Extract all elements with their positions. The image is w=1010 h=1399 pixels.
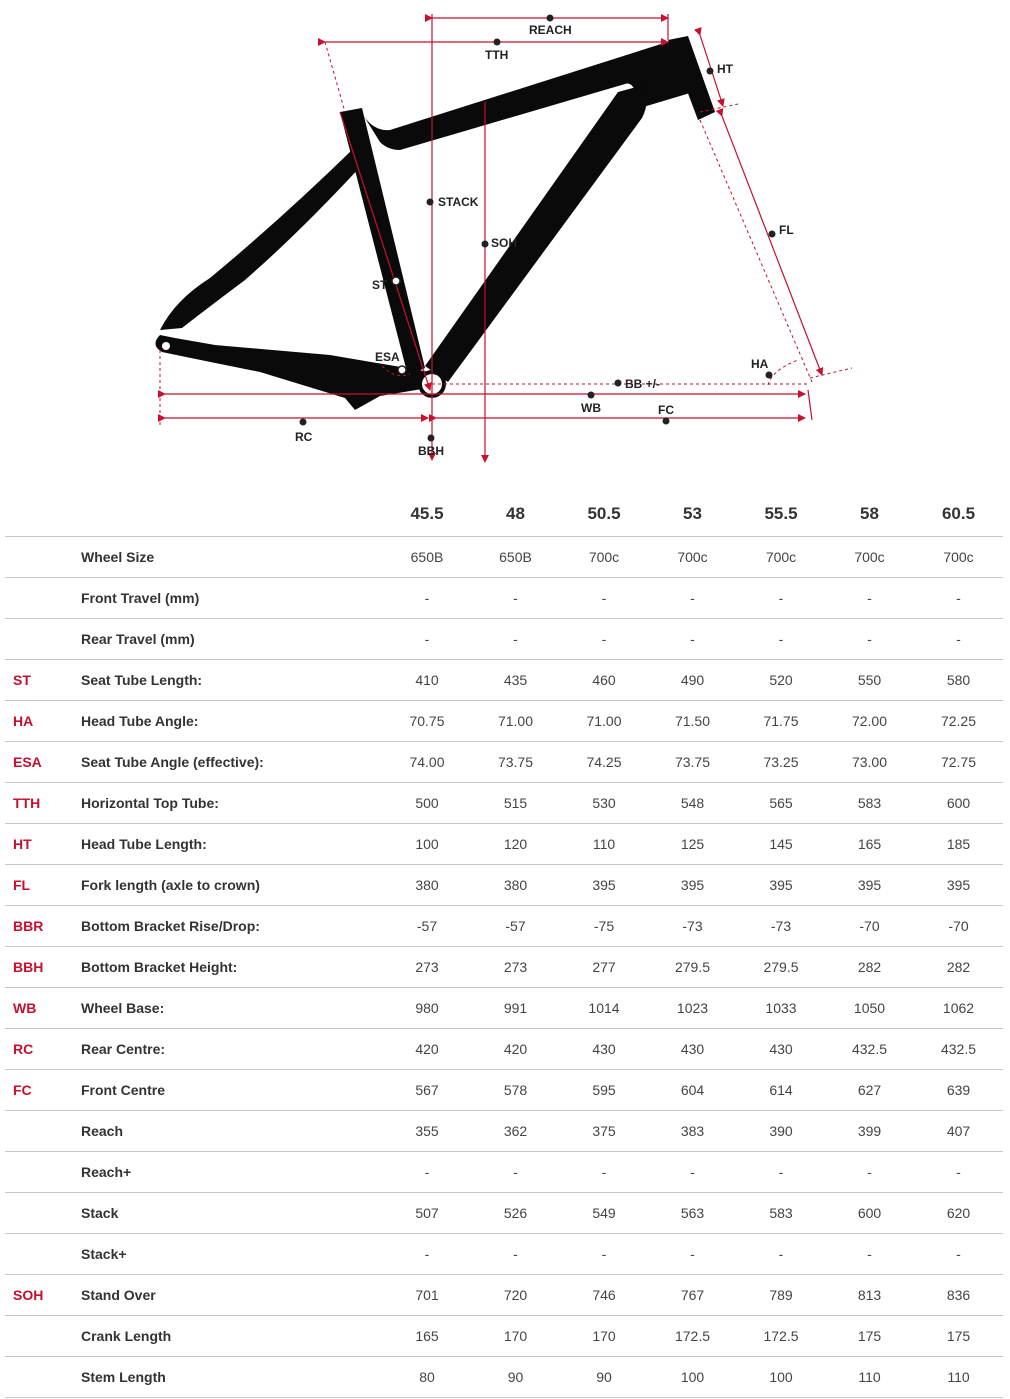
table-row [5,1029,1003,1070]
row-value: 789 [737,1275,825,1316]
row-value: 110 [825,1357,914,1398]
row-label: Wheel Size [81,537,383,578]
row-value: 279.5 [648,947,737,988]
label-ha: HA [751,357,769,371]
row-value: 120 [471,824,560,865]
row-value: 600 [914,783,1003,824]
row-value: 650B [383,537,471,578]
row-abbreviation: HA [5,701,81,742]
row-value: 1062 [914,988,1003,1029]
row-value: 565 [737,783,825,824]
table-row [5,865,1003,906]
row-value: 172.5 [648,1316,737,1357]
header-abbr [5,492,81,537]
row-abbreviation: FL [5,865,81,906]
row-abbreviation [5,1193,81,1234]
row-value: 627 [825,1070,914,1111]
row-value: 432.5 [825,1029,914,1070]
label-soh: SOH [491,236,518,250]
header-name [81,492,383,537]
row-value: -75 [560,906,648,947]
row-value: 90 [471,1357,560,1398]
row-abbreviation: BBH [5,947,81,988]
row-value: 100 [383,824,471,865]
header-row [5,492,1003,537]
label-fc: FC [658,403,674,417]
row-value: 410 [383,660,471,701]
row-value: - [737,578,825,619]
size-header: 60.5 [914,492,1003,537]
table-row [5,1111,1003,1152]
row-value: 145 [737,824,825,865]
row-value: 1014 [560,988,648,1029]
row-value: 273 [383,947,471,988]
row-value: 170 [560,1316,648,1357]
row-abbreviation [5,1234,81,1275]
row-value: - [825,1234,914,1275]
table-row [5,660,1003,701]
row-value: 500 [383,783,471,824]
row-value: - [560,619,648,660]
row-value: 604 [648,1070,737,1111]
table-row [5,906,1003,947]
row-value: -70 [825,906,914,947]
row-value: 1023 [648,988,737,1029]
row-value: - [825,1152,914,1193]
row-value: 282 [914,947,1003,988]
row-value: 399 [825,1111,914,1152]
row-value: 700c [737,537,825,578]
row-value: -70 [914,906,1003,947]
label-stack: STACK [438,195,479,209]
row-abbreviation: WB [5,988,81,1029]
row-label: Crank Length [81,1316,383,1357]
row-value: -57 [471,906,560,947]
row-value: 277 [560,947,648,988]
row-label: Front Centre [81,1070,383,1111]
row-value: 583 [825,783,914,824]
size-header: 48 [471,492,560,537]
row-abbreviation [5,1111,81,1152]
row-value: 395 [560,865,648,906]
row-value: - [825,578,914,619]
geometry-table [5,492,1003,1398]
row-value: -73 [737,906,825,947]
row-value: 273 [471,947,560,988]
row-abbreviation [5,1152,81,1193]
row-value: -73 [648,906,737,947]
row-value: 530 [560,783,648,824]
row-value: 991 [471,988,560,1029]
row-abbreviation: TTH [5,783,81,824]
label-bb: BB +/- [625,377,661,391]
row-value: 420 [383,1029,471,1070]
row-label: Rear Centre: [81,1029,383,1070]
label-tth: TTH [485,48,509,62]
row-label: Stack+ [81,1234,383,1275]
row-abbreviation: SOH [5,1275,81,1316]
label-ht: HT [717,62,733,76]
table-row [5,1357,1003,1398]
row-value: 430 [648,1029,737,1070]
row-value: 73.75 [471,742,560,783]
row-value: - [471,1152,560,1193]
row-value: - [914,619,1003,660]
row-value: 980 [383,988,471,1029]
row-value: 74.00 [383,742,471,783]
table-row [5,537,1003,578]
label-fl: FL [779,223,794,237]
row-value: 165 [825,824,914,865]
row-value: 395 [825,865,914,906]
label-wb: WB [581,401,601,415]
row-value: 420 [471,1029,560,1070]
row-value: 746 [560,1275,648,1316]
row-value: - [648,619,737,660]
row-value: 172.5 [737,1316,825,1357]
row-value: 430 [737,1029,825,1070]
table-row [5,1234,1003,1275]
row-value: 165 [383,1316,471,1357]
table-row [5,1152,1003,1193]
row-value: 73.00 [825,742,914,783]
dropout-hole [162,342,170,350]
row-value: - [383,578,471,619]
row-value: 813 [825,1275,914,1316]
row-abbreviation: HT [5,824,81,865]
row-value: - [648,1234,737,1275]
size-header: 50.5 [560,492,648,537]
table-row [5,578,1003,619]
row-value: 563 [648,1193,737,1234]
row-abbreviation: BBR [5,906,81,947]
row-value: - [383,1152,471,1193]
row-value: - [383,1234,471,1275]
row-value: 185 [914,824,1003,865]
row-value: - [737,619,825,660]
row-value: - [648,578,737,619]
row-value: - [560,578,648,619]
row-value: - [471,619,560,660]
row-value: 432.5 [914,1029,1003,1070]
row-value: 110 [914,1357,1003,1398]
row-value: - [471,1234,560,1275]
row-value: 73.75 [648,742,737,783]
size-header: 55.5 [737,492,825,537]
row-label: Stack [81,1193,383,1234]
row-value: 700c [914,537,1003,578]
table-row [5,1193,1003,1234]
row-value: 72.75 [914,742,1003,783]
row-label: Reach [81,1111,383,1152]
row-value: 1033 [737,988,825,1029]
row-value: 650B [471,537,560,578]
row-value: 90 [560,1357,648,1398]
row-value: 279.5 [737,947,825,988]
row-value: - [737,1234,825,1275]
frame-geometry-diagram [0,0,1010,480]
row-abbreviation [5,619,81,660]
row-value: 71.00 [560,701,648,742]
row-value: - [914,578,1003,619]
row-value: 507 [383,1193,471,1234]
row-value: - [383,619,471,660]
row-value: 71.00 [471,701,560,742]
row-value: 549 [560,1193,648,1234]
row-label: Stem Length [81,1357,383,1398]
row-value: 435 [471,660,560,701]
table-row [5,947,1003,988]
seatstay [160,150,362,330]
row-value: - [560,1152,648,1193]
row-value: 71.50 [648,701,737,742]
row-value: 70.75 [383,701,471,742]
row-value: 836 [914,1275,1003,1316]
table-header [5,492,1003,537]
row-label: Rear Travel (mm) [81,619,383,660]
row-value: 430 [560,1029,648,1070]
row-abbreviation [5,1316,81,1357]
row-abbreviation [5,1357,81,1398]
bike-frame [155,36,715,410]
table-row [5,824,1003,865]
row-label: Bottom Bracket Rise/Drop: [81,906,383,947]
row-value: 701 [383,1275,471,1316]
size-header: 58 [825,492,914,537]
label-esa: ESA [375,350,400,364]
row-value: 390 [737,1111,825,1152]
size-header: 45.5 [383,492,471,537]
row-value: 620 [914,1193,1003,1234]
row-value: 614 [737,1070,825,1111]
row-value: 583 [737,1193,825,1234]
row-value: 375 [560,1111,648,1152]
row-value: 175 [914,1316,1003,1357]
row-abbreviation [5,537,81,578]
row-value: 600 [825,1193,914,1234]
row-label: Seat Tube Angle (effective): [81,742,383,783]
row-value: 71.75 [737,701,825,742]
row-label: Stand Over [81,1275,383,1316]
row-value: 526 [471,1193,560,1234]
row-value: 72.00 [825,701,914,742]
row-value: 73.25 [737,742,825,783]
row-value: - [914,1234,1003,1275]
table-row [5,619,1003,660]
row-value: 700c [560,537,648,578]
row-value: 395 [648,865,737,906]
row-abbreviation: FC [5,1070,81,1111]
table-body [5,537,1003,1398]
row-abbreviation [5,578,81,619]
row-value: 74.25 [560,742,648,783]
row-label: Bottom Bracket Height: [81,947,383,988]
row-value: 720 [471,1275,560,1316]
row-value: 383 [648,1111,737,1152]
row-label: Horizontal Top Tube: [81,783,383,824]
row-value: 282 [825,947,914,988]
table-row [5,1275,1003,1316]
row-label: Wheel Base: [81,988,383,1029]
row-label: Front Travel (mm) [81,578,383,619]
row-abbreviation: ESA [5,742,81,783]
row-label: Head Tube Length: [81,824,383,865]
row-value: 550 [825,660,914,701]
row-value: 460 [560,660,648,701]
table-row [5,1070,1003,1111]
row-value: 395 [737,865,825,906]
row-value: 362 [471,1111,560,1152]
row-label: Reach+ [81,1152,383,1193]
row-value: 515 [471,783,560,824]
row-value: 490 [648,660,737,701]
row-value: 767 [648,1275,737,1316]
row-value: 125 [648,824,737,865]
row-value: 548 [648,783,737,824]
row-value: -57 [383,906,471,947]
label-rc: RC [295,430,313,444]
row-value: 72.25 [914,701,1003,742]
row-value: 110 [560,824,648,865]
table-row [5,701,1003,742]
label-bbh: BBH [418,444,444,458]
row-value: 639 [914,1070,1003,1111]
row-value: - [471,578,560,619]
row-value: - [648,1152,737,1193]
row-value: 100 [648,1357,737,1398]
table-row [5,783,1003,824]
row-abbreviation: ST [5,660,81,701]
size-header: 53 [648,492,737,537]
row-value: 80 [383,1357,471,1398]
row-value: 175 [825,1316,914,1357]
row-label: Head Tube Angle: [81,701,383,742]
table-row [5,742,1003,783]
row-value: 567 [383,1070,471,1111]
row-value: 380 [383,865,471,906]
row-value: 700c [648,537,737,578]
row-value: 578 [471,1070,560,1111]
row-value: 407 [914,1111,1003,1152]
row-value: 100 [737,1357,825,1398]
row-label: Fork length (axle to crown) [81,865,383,906]
row-value: 380 [471,865,560,906]
table-row [5,1316,1003,1357]
label-st: ST [372,278,388,292]
chainstay [155,335,430,410]
row-abbreviation: RC [5,1029,81,1070]
row-value: 170 [471,1316,560,1357]
row-value: - [737,1152,825,1193]
row-value: - [914,1152,1003,1193]
row-value: 595 [560,1070,648,1111]
row-value: 700c [825,537,914,578]
row-value: 580 [914,660,1003,701]
row-label: Seat Tube Length: [81,660,383,701]
row-value: 355 [383,1111,471,1152]
top-tube [360,38,700,150]
table-row [5,988,1003,1029]
row-value: - [560,1234,648,1275]
row-value: 395 [914,865,1003,906]
row-value: 1050 [825,988,914,1029]
row-value: - [825,619,914,660]
label-reach: REACH [529,23,572,37]
row-value: 520 [737,660,825,701]
